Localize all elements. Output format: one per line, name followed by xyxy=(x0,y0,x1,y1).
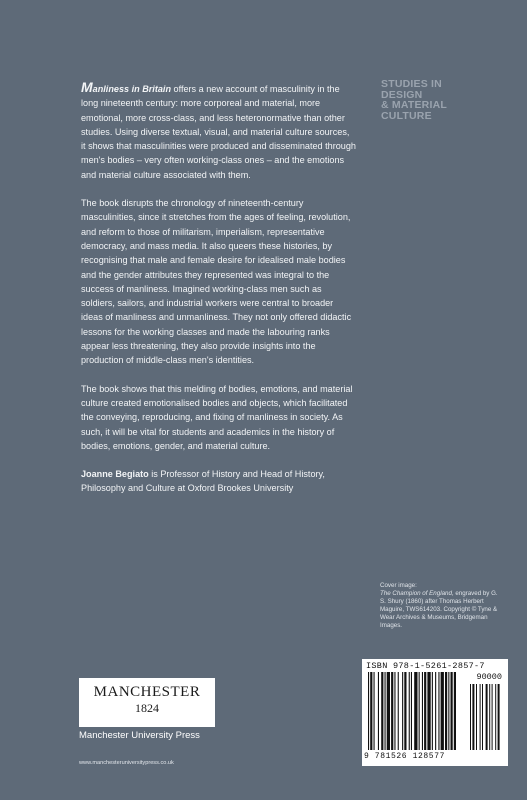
barcode-addon-bar xyxy=(498,684,500,750)
blurb-paragraph-3: The book shows that this melding of bodies, emotions, and material culture created emotionalised bodies and objects, which facilitated the conveying, reproducing, and fixing of manliness in society. As such, it will be vital for students and academics in the history of bodies, emotions, gender, and material culture. xyxy=(81,383,353,451)
logo-year: 1824 xyxy=(135,701,159,715)
barcode-bar xyxy=(368,672,369,750)
price-code: 90000 xyxy=(476,672,502,682)
barcode-addon-bar xyxy=(486,684,488,750)
barcode-bar xyxy=(424,672,426,750)
series-line-2: DESIGN xyxy=(381,88,423,101)
series-logo xyxy=(381,79,459,121)
barcode-bar xyxy=(394,672,395,750)
barcode-bar xyxy=(391,672,393,750)
barcode-bar xyxy=(432,672,433,750)
barcode-bar xyxy=(402,672,403,750)
barcode-addon-bar xyxy=(470,684,471,750)
barcode-addon-bar xyxy=(472,684,474,750)
author-bio-text: is Professor of History and Head of History, Philosophy and Culture at Oxford Brookes University xyxy=(81,469,325,494)
cover-image-credit xyxy=(380,582,505,630)
barcode-addon-bar xyxy=(480,684,481,750)
publisher-logo xyxy=(79,678,215,727)
barcode-bar xyxy=(435,672,436,750)
series-line-1: STUDIES IN xyxy=(381,78,442,90)
barcode-bar xyxy=(385,672,386,750)
blurb-paragraph-1 xyxy=(81,80,356,182)
barcode-bar xyxy=(370,672,372,750)
barcode-bar xyxy=(414,672,417,750)
barcode-bar xyxy=(441,672,444,750)
credit-heading: Cover image: xyxy=(380,582,417,589)
barcode-bar xyxy=(398,672,399,750)
barcode-bar xyxy=(411,672,412,750)
isbn-label: ISBN 978-1-5261-2857-7 xyxy=(366,661,485,671)
author-name: Joanne Begiato xyxy=(81,469,149,480)
barcode-addon-bar xyxy=(495,684,496,750)
blurb-paragraph-1-text: offers a new account of masculinity in the long nineteenth century: more corporeal and material, more emotional, more cross-class, and less heteronormative than other studies. Using diverse textual, visual, and material culture sources, it shows that masculinities were produced and disseminated through men's bodies – very often working-class ones – and the emotions and material culture associated with them. xyxy=(81,84,356,180)
book-title: anliness in Britain xyxy=(92,84,171,94)
publisher-name: Manchester University Press xyxy=(79,730,200,741)
series-line-3: & MATERIAL xyxy=(381,99,447,111)
barcode-addon-bar xyxy=(492,684,493,750)
barcode-bar xyxy=(445,672,447,750)
isbn-barcode xyxy=(362,659,508,766)
back-cover-blurb xyxy=(81,80,356,510)
barcode-addon-bar xyxy=(476,684,477,750)
barcode-bar xyxy=(374,672,375,750)
barcode-digits: 9 781526 128577 xyxy=(364,752,446,761)
credit-artwork-title: The Champion of England xyxy=(380,590,452,597)
barcode-addon-bar xyxy=(482,684,483,750)
barcode-bar xyxy=(427,672,430,750)
logo-name: MANCHESTER xyxy=(93,684,201,700)
barcode-bar xyxy=(448,672,449,750)
barcode-bar xyxy=(419,672,420,750)
barcode-bar xyxy=(404,672,406,750)
series-line-4: CULTURE xyxy=(381,109,432,122)
author-bio xyxy=(81,467,356,496)
barcode-bar xyxy=(438,672,439,750)
credit-text: , engraved by G. S. Shury (1860) after Thomas Herbert Maguire, TWS614203. Copyright © Tyne & Wear Archives & Museums, Bridgeman Images. xyxy=(380,590,498,629)
blurb-paragraph-2: The book disrupts the chronology of nineteenth-century masculinities, since it stretches from the ages of feeling, revolution, and reform to those of militarism, imperialism, representative democracy, and mass media. It also queers these histories, by recognising that male and female desire for idealised male bodies and the gender attributes they represented was integral to the success of manliness. Imagined working-class men such as soldiers, sailors, and industrial workers were central to broader ideas of manliness and unmanliness. They not only offered didactic lessons for the working classes and made the labouring ranks appear less threatening, they also provide insights into the production of middle-class men's identities. xyxy=(81,198,352,366)
drop-cap: M xyxy=(81,79,93,95)
barcode-bar xyxy=(387,672,390,750)
barcode-bar xyxy=(378,672,379,750)
barcode-bar xyxy=(381,672,383,750)
barcode-bar xyxy=(454,672,456,750)
publisher-url: www.manchesteruniversitypress.co.uk xyxy=(79,760,174,766)
barcode-bar xyxy=(422,672,423,750)
barcode-bar xyxy=(451,672,453,750)
barcode-bar xyxy=(409,672,410,750)
barcode-addon-bar xyxy=(489,684,490,750)
